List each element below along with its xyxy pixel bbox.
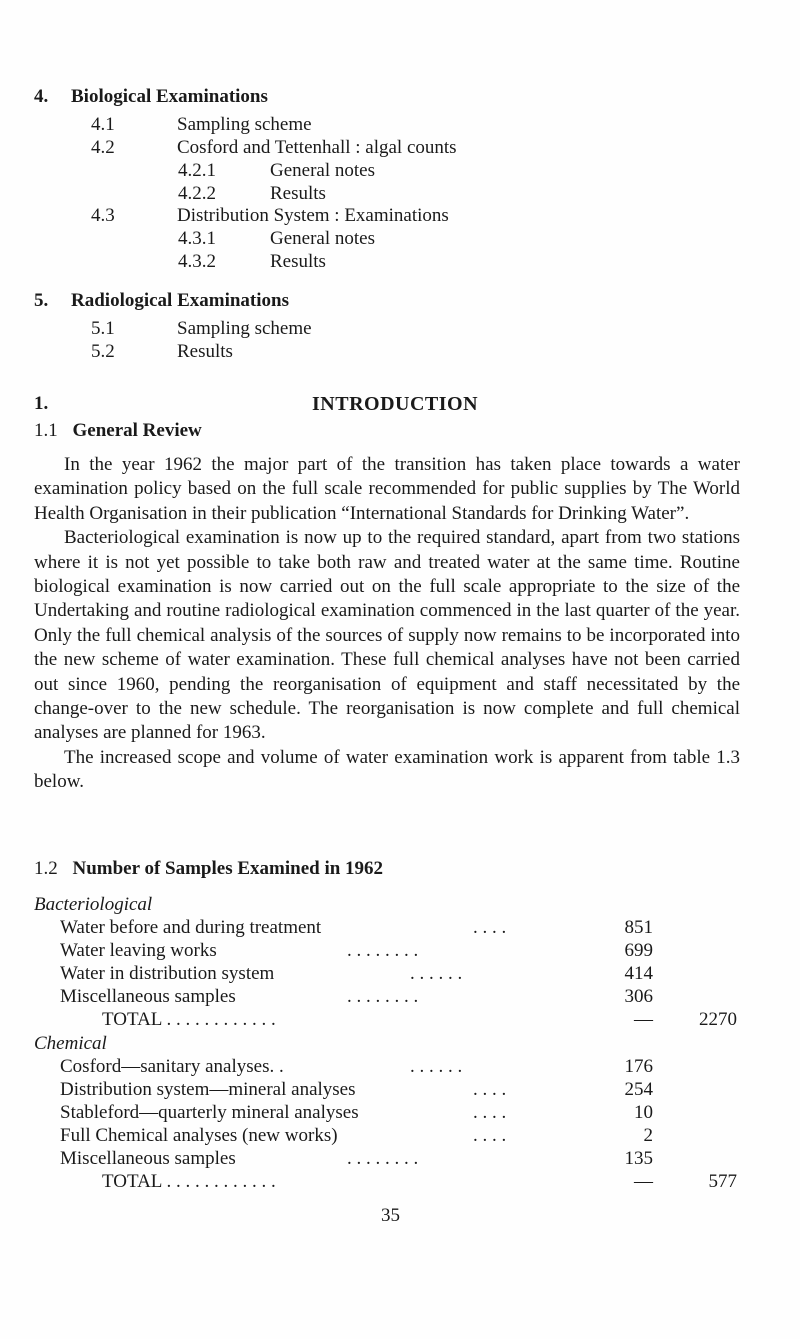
toc-subitem: 4.2.2 Results xyxy=(178,183,326,204)
paragraph: The increased scope and volume of water examination work is apparent from table 1.3 below. xyxy=(34,746,740,793)
leader-dots: . . . . . . . . xyxy=(347,1148,419,1169)
table-value: 851 xyxy=(624,917,653,938)
intro-body xyxy=(34,453,740,795)
toc-subitem: 4.3.2 Results xyxy=(178,251,326,272)
table-row: Water leaving works xyxy=(60,940,217,961)
total-dash: — xyxy=(634,1009,653,1030)
leader-dots: . . . . . . xyxy=(410,963,463,984)
table-value: 2 xyxy=(643,1125,653,1146)
table-value: 135 xyxy=(624,1148,653,1169)
toc-subitem: 4.2.1 General notes xyxy=(178,160,375,181)
table-number: 1.2 xyxy=(34,858,58,879)
paragraph: In the year 1962 the major part of the transition has taken place towards a water examination policy based on the full scale recommended for public supplies by The World Health Organisation in their publication “International Standards for Drinking Water”. xyxy=(34,454,740,524)
leader-dots: . . . . . . . . xyxy=(347,986,419,1007)
table-value: 306 xyxy=(624,986,653,1007)
chemical-heading: Chemical xyxy=(34,1033,107,1054)
paragraph: Bacteriological examination is now up to the required standard, apart from two stations where it is not yet possible to take both raw and treated water at the same time. Routine biological examination is now carried out on the full scale appropriate to the size of the Undertaking and routine radiological examination commenced in the last quarter of the year. Only the full chemical analysis of the sources of supply now remains to be incorporated into the new scheme of water examination. These full chemical analyses have not been carried out since 1960, pending the reorganisation of equipment and staff necessitated by the change-over to the new schedule. The reorganisation is now complete and full chemical analyses are planned for 1963. xyxy=(34,527,740,744)
intro-heading: INTRODUCTION xyxy=(312,393,479,415)
table-heading xyxy=(34,858,383,880)
toc-item: 4.1 Sampling scheme xyxy=(91,114,312,135)
subsection-title: General Review xyxy=(72,420,202,441)
toc-section-title: Biological Examinations xyxy=(71,86,268,107)
toc-item: 4.3 Distribution System : Examinations xyxy=(91,205,449,226)
table-row: Stableford—quarterly mineral analyses xyxy=(60,1102,359,1123)
subsection-heading xyxy=(34,420,202,442)
table-row: Water in distribution system xyxy=(60,963,275,984)
toc-item: 5.2 Results xyxy=(91,341,233,362)
toc-item: 5.1 Sampling scheme xyxy=(91,318,312,339)
leader-dots: . . . . xyxy=(473,1079,507,1100)
table-value: 699 xyxy=(624,940,653,961)
toc-section-title: Radiological Examinations xyxy=(71,290,289,311)
table-value: 414 xyxy=(624,963,653,984)
leader-dots: . . . . . . . . xyxy=(347,940,419,961)
leader-dots: . . . . xyxy=(473,1125,507,1146)
toc-section-number: 5. xyxy=(34,290,49,311)
total-label: TOTAL . . . . . . . . . . . . xyxy=(102,1171,276,1192)
table-row: Miscellaneous samples xyxy=(60,1148,236,1169)
leader-dots: . . . . . . xyxy=(410,1056,463,1077)
table-row: Miscellaneous samples xyxy=(60,986,236,1007)
total-value: 577 xyxy=(708,1171,737,1192)
subsection-number: 1.1 xyxy=(34,420,58,441)
leader-dots: . . . . xyxy=(473,1102,507,1123)
toc-section-number: 4. xyxy=(34,86,49,107)
toc-subitem: 4.3.1 General notes xyxy=(178,228,375,249)
total-dash: — xyxy=(634,1171,653,1192)
table-value: 176 xyxy=(624,1056,653,1077)
leader-dots: . . . . xyxy=(473,917,507,938)
page-number: 35 xyxy=(381,1205,400,1226)
toc-item: 4.2 Cosford and Tettenhall : algal counts xyxy=(91,137,457,158)
table-row: Water before and during treatment xyxy=(60,917,322,938)
bacteriological-heading: Bacteriological xyxy=(34,894,153,915)
total-label: TOTAL . . . . . . . . . . . . xyxy=(102,1009,276,1030)
table-value: 10 xyxy=(634,1102,653,1123)
table-row: Cosford—sanitary analyses. . xyxy=(60,1056,284,1077)
toc-section-4 xyxy=(34,86,268,108)
total-value: 2270 xyxy=(699,1009,737,1030)
table-title: Number of Samples Examined in 1962 xyxy=(72,858,384,879)
toc-section-5 xyxy=(34,290,289,312)
table-row: Distribution system—mineral analyses xyxy=(60,1079,356,1100)
table-row: Full Chemical analyses (new works) xyxy=(60,1125,338,1146)
table-value: 254 xyxy=(624,1079,653,1100)
intro-number: 1. xyxy=(34,393,49,414)
